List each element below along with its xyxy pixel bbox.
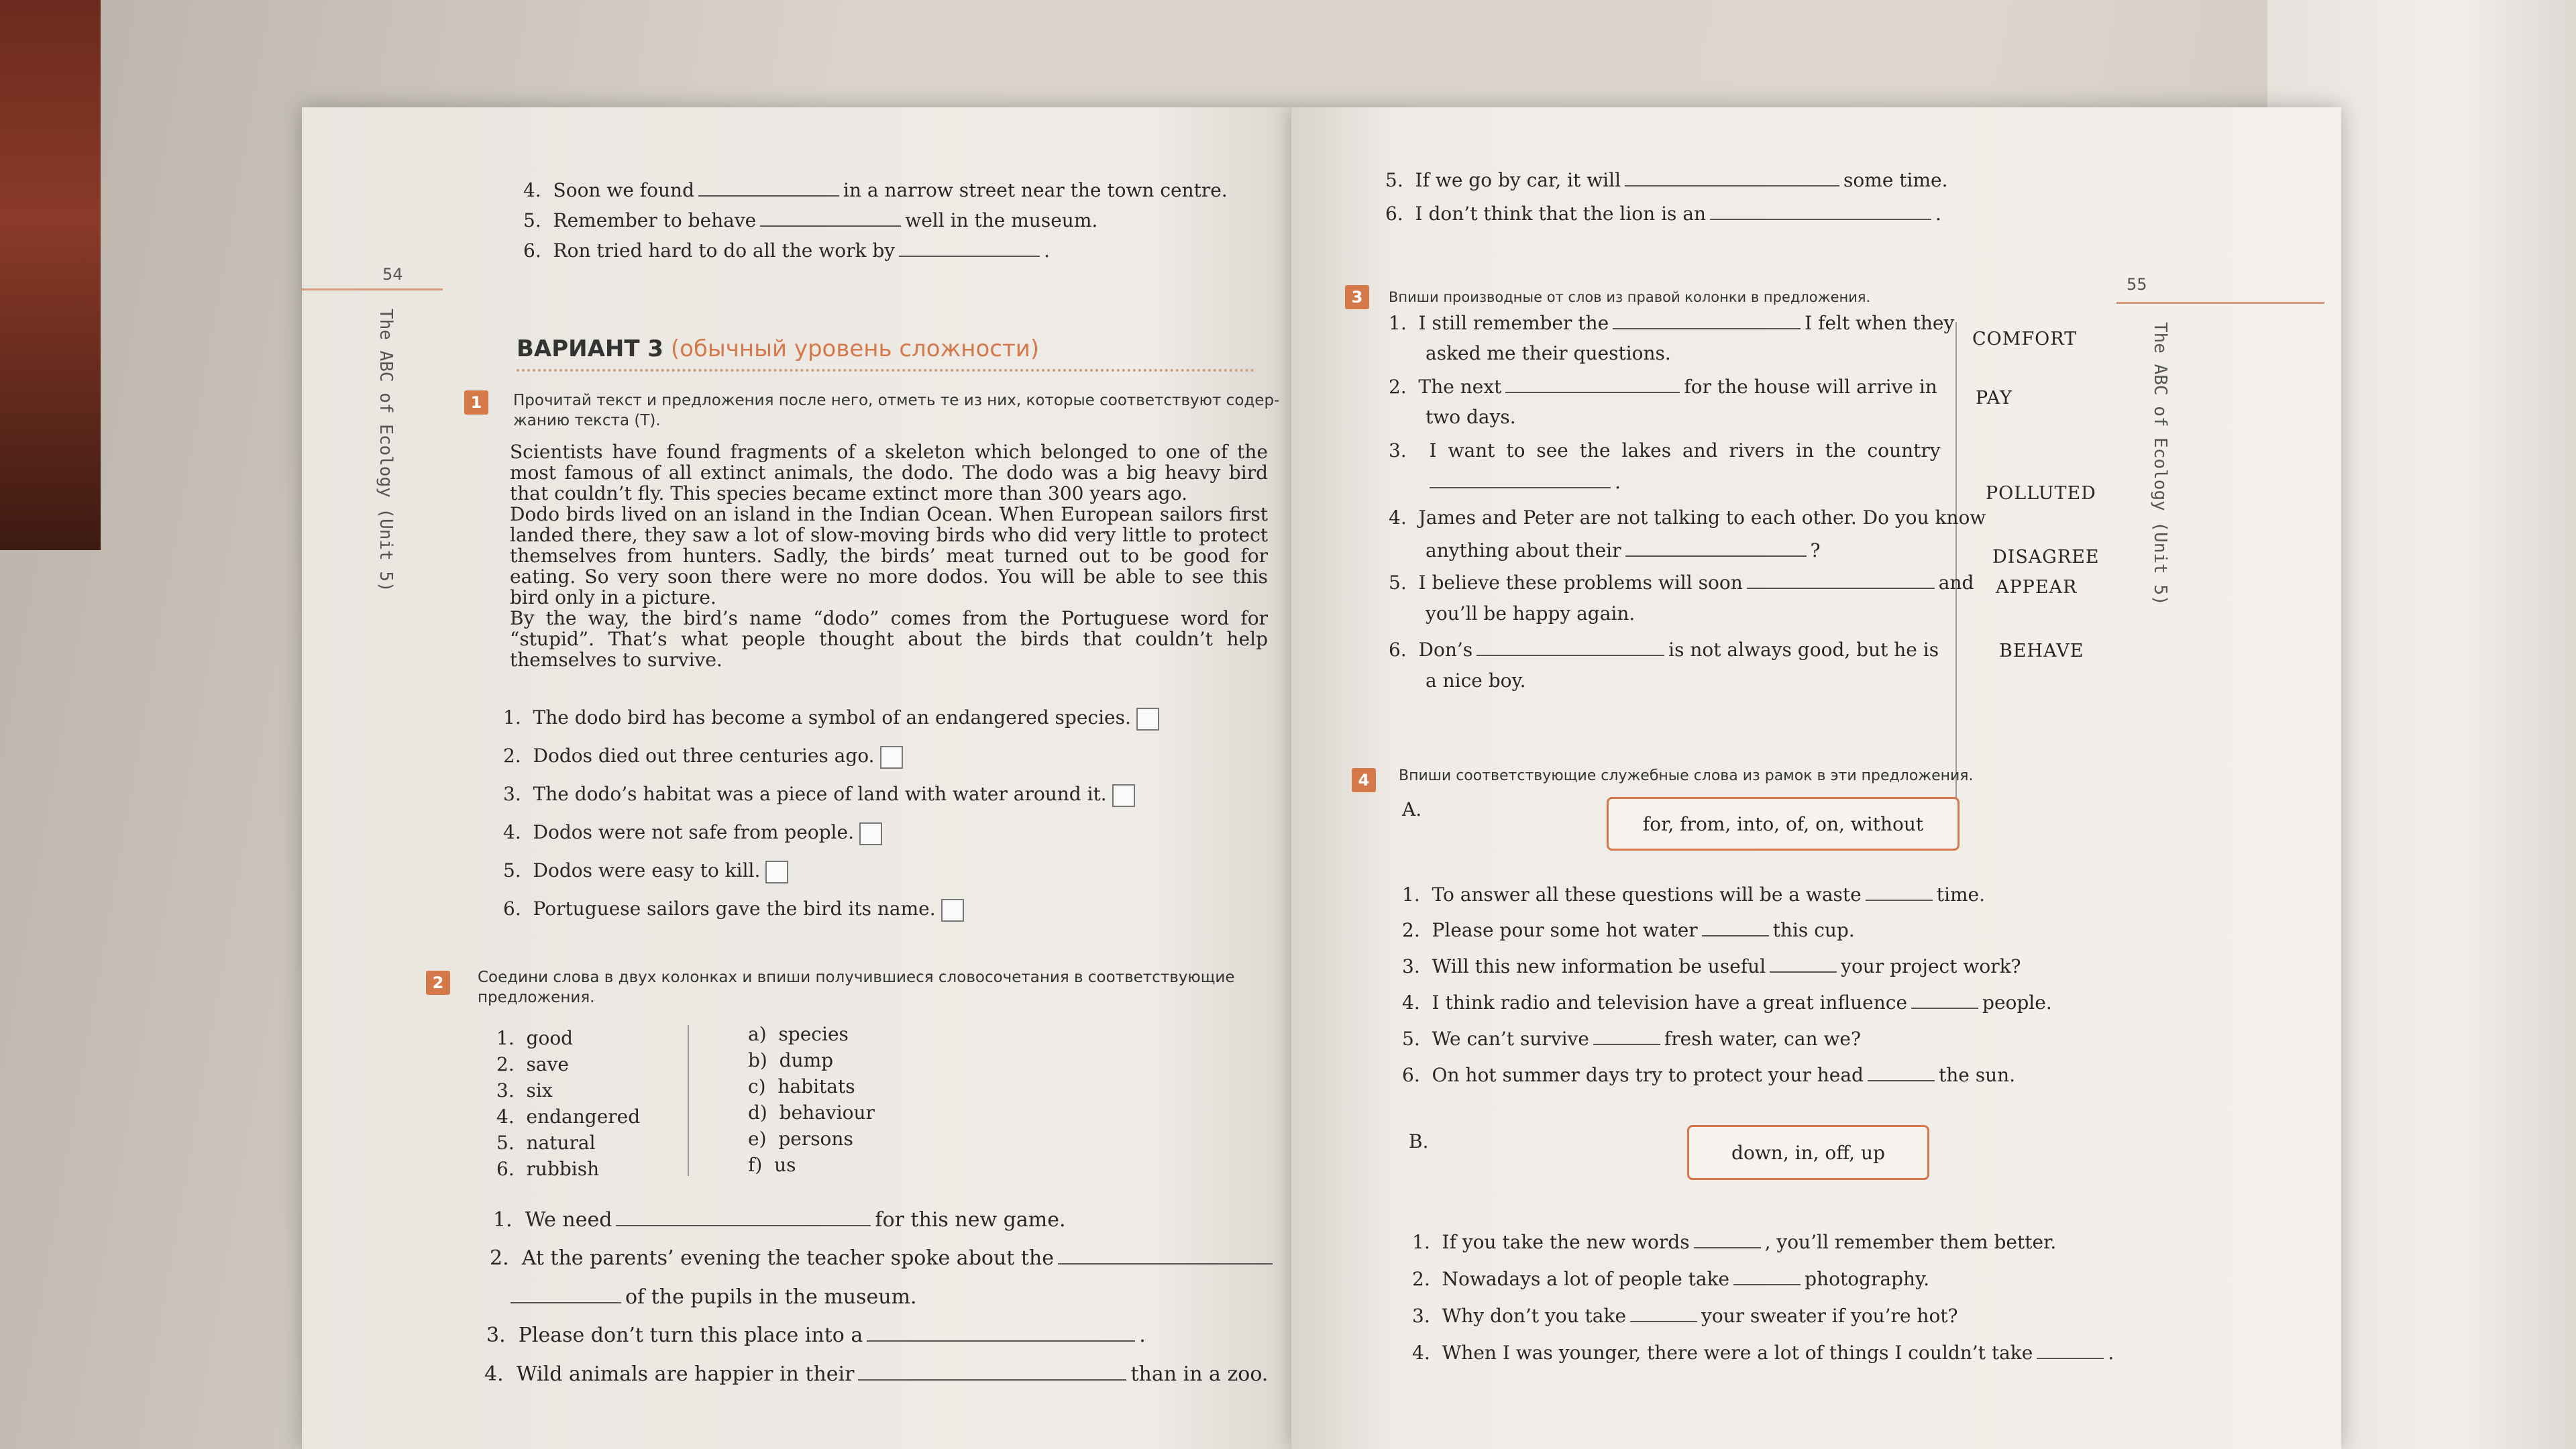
list-item: b) dump (748, 1049, 834, 1071)
answer-blank[interactable] (511, 1285, 621, 1303)
answer-blank[interactable] (1058, 1246, 1273, 1265)
ex4b-sentence-4: 4. When I was younger, there were a lot of things I couldn’t take . (1412, 1342, 2114, 1364)
statement-5: 5. Dodos were easy to kill. (503, 859, 788, 883)
carry-sentence-6: 6. Ron tried hard to do all the work by . (523, 239, 1051, 262)
list-item: 3. six (496, 1079, 553, 1102)
ex3-item-4-line-2: anything about their ? (1426, 539, 1821, 561)
root-word-disagree: DISAGREE (1992, 547, 2100, 568)
exercise-1-badge: 1 (464, 390, 488, 415)
answer-blank[interactable] (1593, 1026, 1660, 1045)
answer-blank[interactable] (698, 178, 839, 197)
ex2-sentence-2: 2. At the parents’ evening the teacher spoke about the (490, 1246, 1277, 1270)
exercise-2-badge: 2 (426, 971, 450, 995)
answer-blank[interactable] (1710, 201, 1931, 220)
answer-blank[interactable] (2037, 1340, 2104, 1359)
root-word-polluted: POLLUTED (1986, 483, 2096, 504)
answer-blank[interactable] (1613, 311, 1801, 329)
carry-sentence-4: 4. Soon we found in a narrow street near the town centre. (523, 179, 1228, 201)
answer-blank[interactable] (1733, 1267, 1801, 1285)
carry-sentence-5: 5. If we go by car, it will some time. (1385, 169, 1948, 191)
ex4a-sentence-3: 3. Will this new information be useful your project work? (1402, 955, 2021, 977)
ex3-item-4: 4. James and Peter are not talking to each other. Do you know (1389, 506, 1986, 529)
list-item: 6. rubbish (496, 1158, 600, 1180)
ex4a-sentence-5: 5. We can’t survive fresh water, can we? (1402, 1028, 1861, 1050)
ex3-item-3: 3. I want to see the lakes and rivers in the country (1389, 439, 1941, 462)
left-page (302, 107, 1291, 1449)
statement-4: 4. Dodos were not safe from people. (503, 821, 882, 845)
ex3-item-6: 6. Don’s is not always good, but he is (1389, 639, 1939, 661)
answer-blank[interactable] (1868, 1063, 1935, 1081)
right-page (1291, 107, 2341, 1449)
true-checkbox[interactable] (880, 746, 903, 769)
ex4b-sentence-1: 1. If you take the new words , you’ll remember them better. (1412, 1231, 2057, 1253)
ex4b-sentence-2: 2. Nowadays a lot of people take photography. (1412, 1268, 1930, 1290)
list-item: c) habitats (748, 1075, 855, 1097)
carry-sentence-5: 5. Remember to behave well in the museum. (523, 209, 1098, 231)
answer-blank[interactable] (1911, 990, 1978, 1009)
list-item: 5. natural (496, 1132, 596, 1154)
true-checkbox[interactable] (859, 822, 882, 845)
ex4a-sentence-2: 2. Please pour some hot water this cup. (1402, 919, 1855, 941)
ex4a-sentence-6: 6. On hot summer days try to protect your head the sun. (1402, 1064, 2016, 1086)
root-word-comfort: COMFORT (1972, 329, 2078, 350)
carry-sentence-6: 6. I don’t think that the lion is an . (1385, 203, 1941, 225)
ex2-sentence-1: 1. We need for this new game. (493, 1208, 1066, 1232)
answer-blank[interactable] (1630, 1303, 1697, 1322)
ex3-item-5-line-2: you’ll be happy again. (1426, 602, 1635, 625)
true-checkbox[interactable] (1136, 708, 1159, 731)
variant-heading: ВАРИАНТ 3 (обычный уровень сложности) (517, 335, 1040, 362)
answer-blank[interactable] (1702, 918, 1769, 936)
statement-6: 6. Portuguese sailors gave the bird its name. (503, 898, 964, 922)
true-checkbox[interactable] (1112, 784, 1135, 807)
exercise-4-badge: 4 (1352, 768, 1376, 792)
side-title: The ABC of Ecology (Unit 5) (376, 309, 396, 592)
part-b-label: B. (1409, 1130, 1429, 1152)
red-book-edge (0, 0, 101, 550)
ex3-item-3-line-2: . (1426, 470, 1621, 494)
ex3-item-2-line-2: two days. (1426, 406, 1516, 428)
ex3-item-1-line-2: asked me their questions. (1426, 342, 1671, 364)
match-right-column (748, 1021, 875, 1178)
list-item: 4. endangered (496, 1106, 641, 1128)
statement-2: 2. Dodos died out three centuries ago. (503, 745, 903, 769)
word-box-a: for, from, into, of, on, without (1607, 797, 1960, 851)
statement-3: 3. The dodo’s habitat was a piece of land with water around it. (503, 783, 1135, 807)
list-item: f) us (748, 1154, 796, 1176)
ex2-sentence-2-continued: of the pupils in the museum. (506, 1285, 917, 1309)
answer-blank[interactable] (1694, 1230, 1761, 1248)
ex3-item-5: 5. I believe these problems will soon and (1389, 572, 1974, 594)
statement-1: 1. The dodo bird has become a symbol of an endangered species. (503, 706, 1159, 731)
column-divider (688, 1025, 689, 1176)
answer-blank[interactable] (858, 1362, 1126, 1381)
answer-blank[interactable] (1747, 570, 1935, 589)
side-title: The ABC of Ecology (Unit 5) (2150, 322, 2170, 606)
dotted-divider (517, 369, 1254, 372)
answer-blank[interactable] (760, 208, 901, 227)
match-left-column (496, 1025, 640, 1182)
answer-blank[interactable] (867, 1323, 1135, 1342)
word-column-divider (1955, 322, 1957, 798)
exercise-3-badge: 3 (1345, 285, 1369, 309)
ex3-item-2: 2. The next for the house will arrive in (1389, 376, 1937, 398)
list-item: e) persons (748, 1128, 853, 1150)
exercise-2-instruction: Соедини слова в двух колонках и впиши получившиеся словосочетания в соответствующие предложения. (478, 969, 1235, 1006)
answer-blank[interactable] (1430, 470, 1611, 488)
exercise-1-instruction: Прочитай текст и предложения после него, отметь те из них, которые соответствуют содер- жанию текста (T). (513, 392, 1280, 429)
root-word-pay: PAY (1976, 388, 2012, 409)
list-item: d) behaviour (748, 1102, 875, 1124)
ex3-item-1: 1. I still remember the I felt when they (1389, 312, 1955, 334)
answer-blank[interactable] (1477, 637, 1664, 656)
ex2-sentence-4: 4. Wild animals are happier in their than in a zoo. (484, 1362, 1269, 1386)
answer-blank[interactable] (899, 238, 1040, 257)
true-checkbox[interactable] (765, 861, 788, 883)
ex4a-sentence-1: 1. To answer all these questions will be a waste time. (1402, 883, 1985, 906)
true-checkbox[interactable] (941, 899, 964, 922)
header-rule (2116, 302, 2324, 304)
root-word-behave: BEHAVE (1999, 641, 2084, 661)
answer-blank[interactable] (1625, 538, 1807, 557)
answer-blank[interactable] (1866, 882, 1933, 901)
dodo-text: Scientists have found fragments of a skeleton which belonged to one of the most famous of all extinct animals, the dodo. The dodo was a big heavy bird that couldn’t fly. This species became extinct more than 300 years ago. Dodo birds lived on an island in the Indian Ocean. When European sailors first landed there, they saw a lot of slow-moving birds who did very little to protect themselves from hunters. Sadly, the birds’ meat turned out to be good for eating. So very soon there were no more dodos. You will be able to see this bird only in a picture. By the way, the bird’s name “dodo” comes from the Portuguese word for “stupid”. That’s what people thought about the birds that couldn’t help themselves to survive. (510, 441, 1268, 671)
answer-blank[interactable] (1505, 374, 1680, 393)
list-item: 1. good (496, 1027, 574, 1049)
answer-blank[interactable] (616, 1208, 871, 1226)
answer-blank[interactable] (1625, 168, 1839, 186)
exercise-4-instruction: Впиши соответствующие служебные слова из рамок в эти предложения. (1399, 767, 1974, 784)
part-a-label: A. (1402, 798, 1422, 820)
page-number: 54 (382, 265, 403, 284)
list-item: a) species (748, 1023, 849, 1045)
page-number: 55 (2127, 275, 2147, 294)
ex2-sentence-3: 3. Please don’t turn this place into a . (486, 1324, 1146, 1347)
answer-blank[interactable] (1770, 954, 1837, 973)
ex4a-sentence-4: 4. I think radio and television have a great influence people. (1402, 991, 2052, 1014)
root-word-appear: APPEAR (1996, 577, 2078, 598)
list-item: 2. save (496, 1053, 569, 1075)
ex4b-sentence-3: 3. Why don’t you take your sweater if you’re hot? (1412, 1305, 1958, 1327)
header-rule (302, 288, 443, 290)
ex3-item-6-line-2: a nice boy. (1426, 669, 1526, 692)
exercise-3-instruction: Впиши производные от слов из правой колонки в предложения. (1389, 289, 1871, 305)
word-box-b: down, in, off, up (1687, 1125, 1929, 1180)
